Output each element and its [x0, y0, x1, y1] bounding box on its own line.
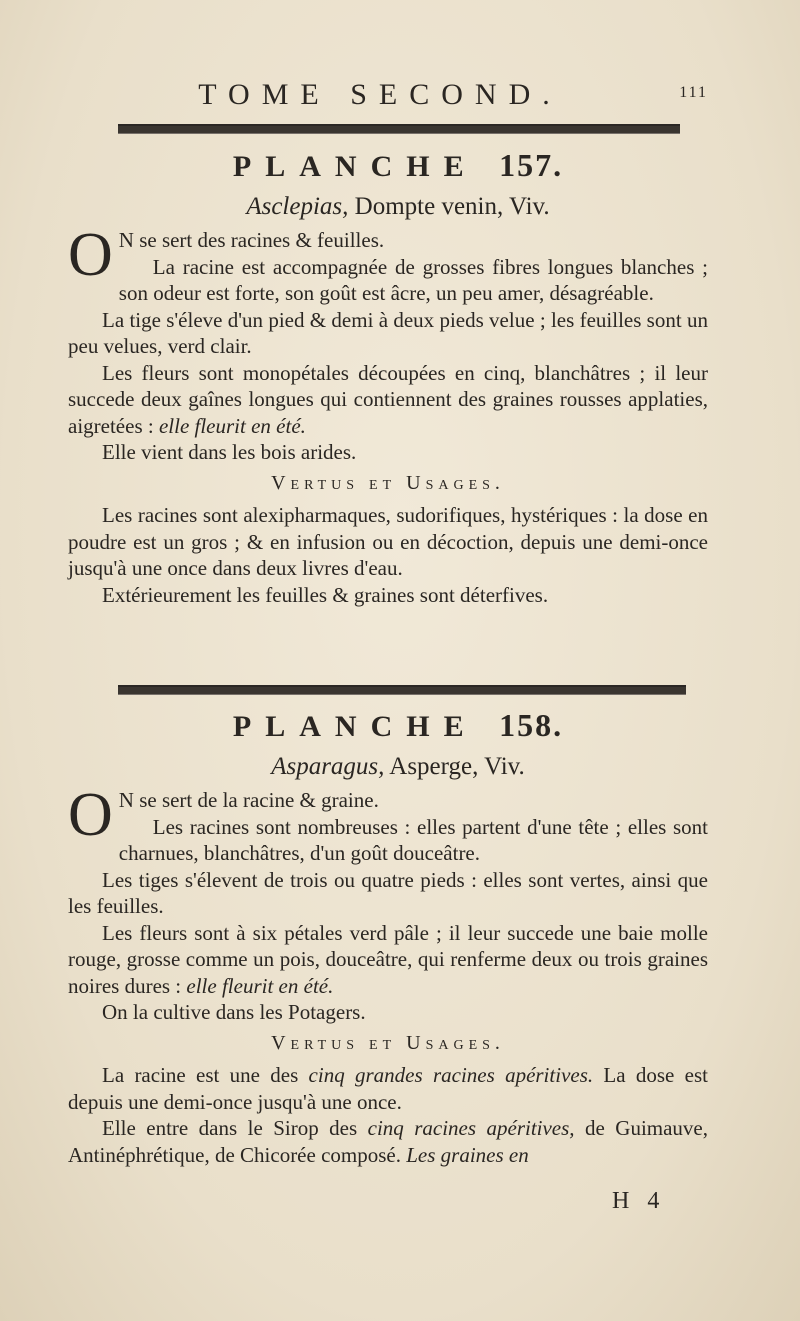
plant-names [68, 749, 708, 785]
paragraph: Les racines sont nombreuses : elles partent d'une tête ; elles sont charnues, blanchâtres, d'un goût douceâtre. [118, 814, 708, 865]
plate-text [68, 221, 708, 608]
common-names: Asperge, Viv. [384, 753, 525, 780]
section-subheading: Vertus et Usages. [271, 1031, 505, 1054]
paragraph: Les racines sont alexipharmaques, sudorifiques, hystériques : la dose en poudre est un gros ; & en infusion ou en décoction, depuis une demi-once jusqu'à une once dans deux livres d'eau. [68, 503, 708, 580]
paragraph: O N se sert des racines & feuilles. [68, 221, 385, 289]
plate-157-section [68, 145, 708, 608]
paragraph: Les fleurs sont à six pétales verd pâle ; il leur succede une baie molle rouge, grosse comme un pois, douceâtre, qui renferme deux ou trois graines noires dures : elle fleurit en été. [68, 920, 708, 998]
plate-text [68, 781, 709, 1168]
paragraph: Extérieurement les feuilles & graines sont déterfives. [102, 582, 549, 607]
ornamental-rule [118, 685, 686, 695]
signature-mark: H 4 [612, 1188, 666, 1214]
plate-number: 158. [499, 707, 564, 743]
plate-number: 157. [499, 147, 564, 183]
paragraph: La tige s'éleve d'un pied & demi à deux pieds velue ; les feuilles sont un peu velues, verd clair. [68, 307, 708, 358]
paragraph: Les fleurs sont monopétales découpées en cinq, blanchâtres ; il leur succede deux gaînes longues qui contiennent des graines rousses applaties, aigretées : elle fleurit en été. [68, 360, 708, 438]
plant-names [68, 189, 708, 225]
paragraph: Elle entre dans le Sirop des cinq racines apéritives, de Guimauve, Antinéphrétique, de Chicorée composé. Les graines en [68, 1116, 709, 1167]
latin-name: Asclepias, [246, 193, 349, 220]
latin-name: Asparagus, [271, 753, 385, 780]
ornamental-rule [118, 124, 680, 134]
page-number: 111 [679, 84, 708, 101]
paragraph: On la cultive dans les Potagers. [102, 1000, 366, 1024]
section-subheading: Vertus et Usages. [271, 471, 505, 494]
plate-label: PLANCHE [232, 710, 478, 743]
common-names: Dompte venin, Viv. [348, 193, 550, 220]
plate-title [68, 145, 708, 187]
paragraph: La racine est une des cinq grandes racines apéritives. La dose est depuis une demi-once jusqu'à une once. [68, 1063, 708, 1114]
plate-title [68, 705, 708, 747]
paragraph: O N se sert de la racine & graine. [68, 781, 379, 849]
running-head: TOME SECOND. [198, 78, 562, 111]
paragraph: Elle vient dans les bois arides. [102, 440, 357, 464]
drop-cap: O [68, 221, 113, 289]
drop-cap: O [68, 781, 113, 849]
paragraph: Les tiges s'élevent de trois ou quatre pieds : elles sont vertes, ainsi que les feuilles. [68, 867, 708, 918]
plate-label: PLANCHE [232, 150, 478, 183]
page-header [0, 78, 800, 118]
plate-158-section [68, 705, 708, 1168]
paragraph: La racine est accompagnée de grosses fibres longues blanches ; son odeur est forte, son goût est âcre, un peu amer, désagréable. [118, 254, 708, 305]
